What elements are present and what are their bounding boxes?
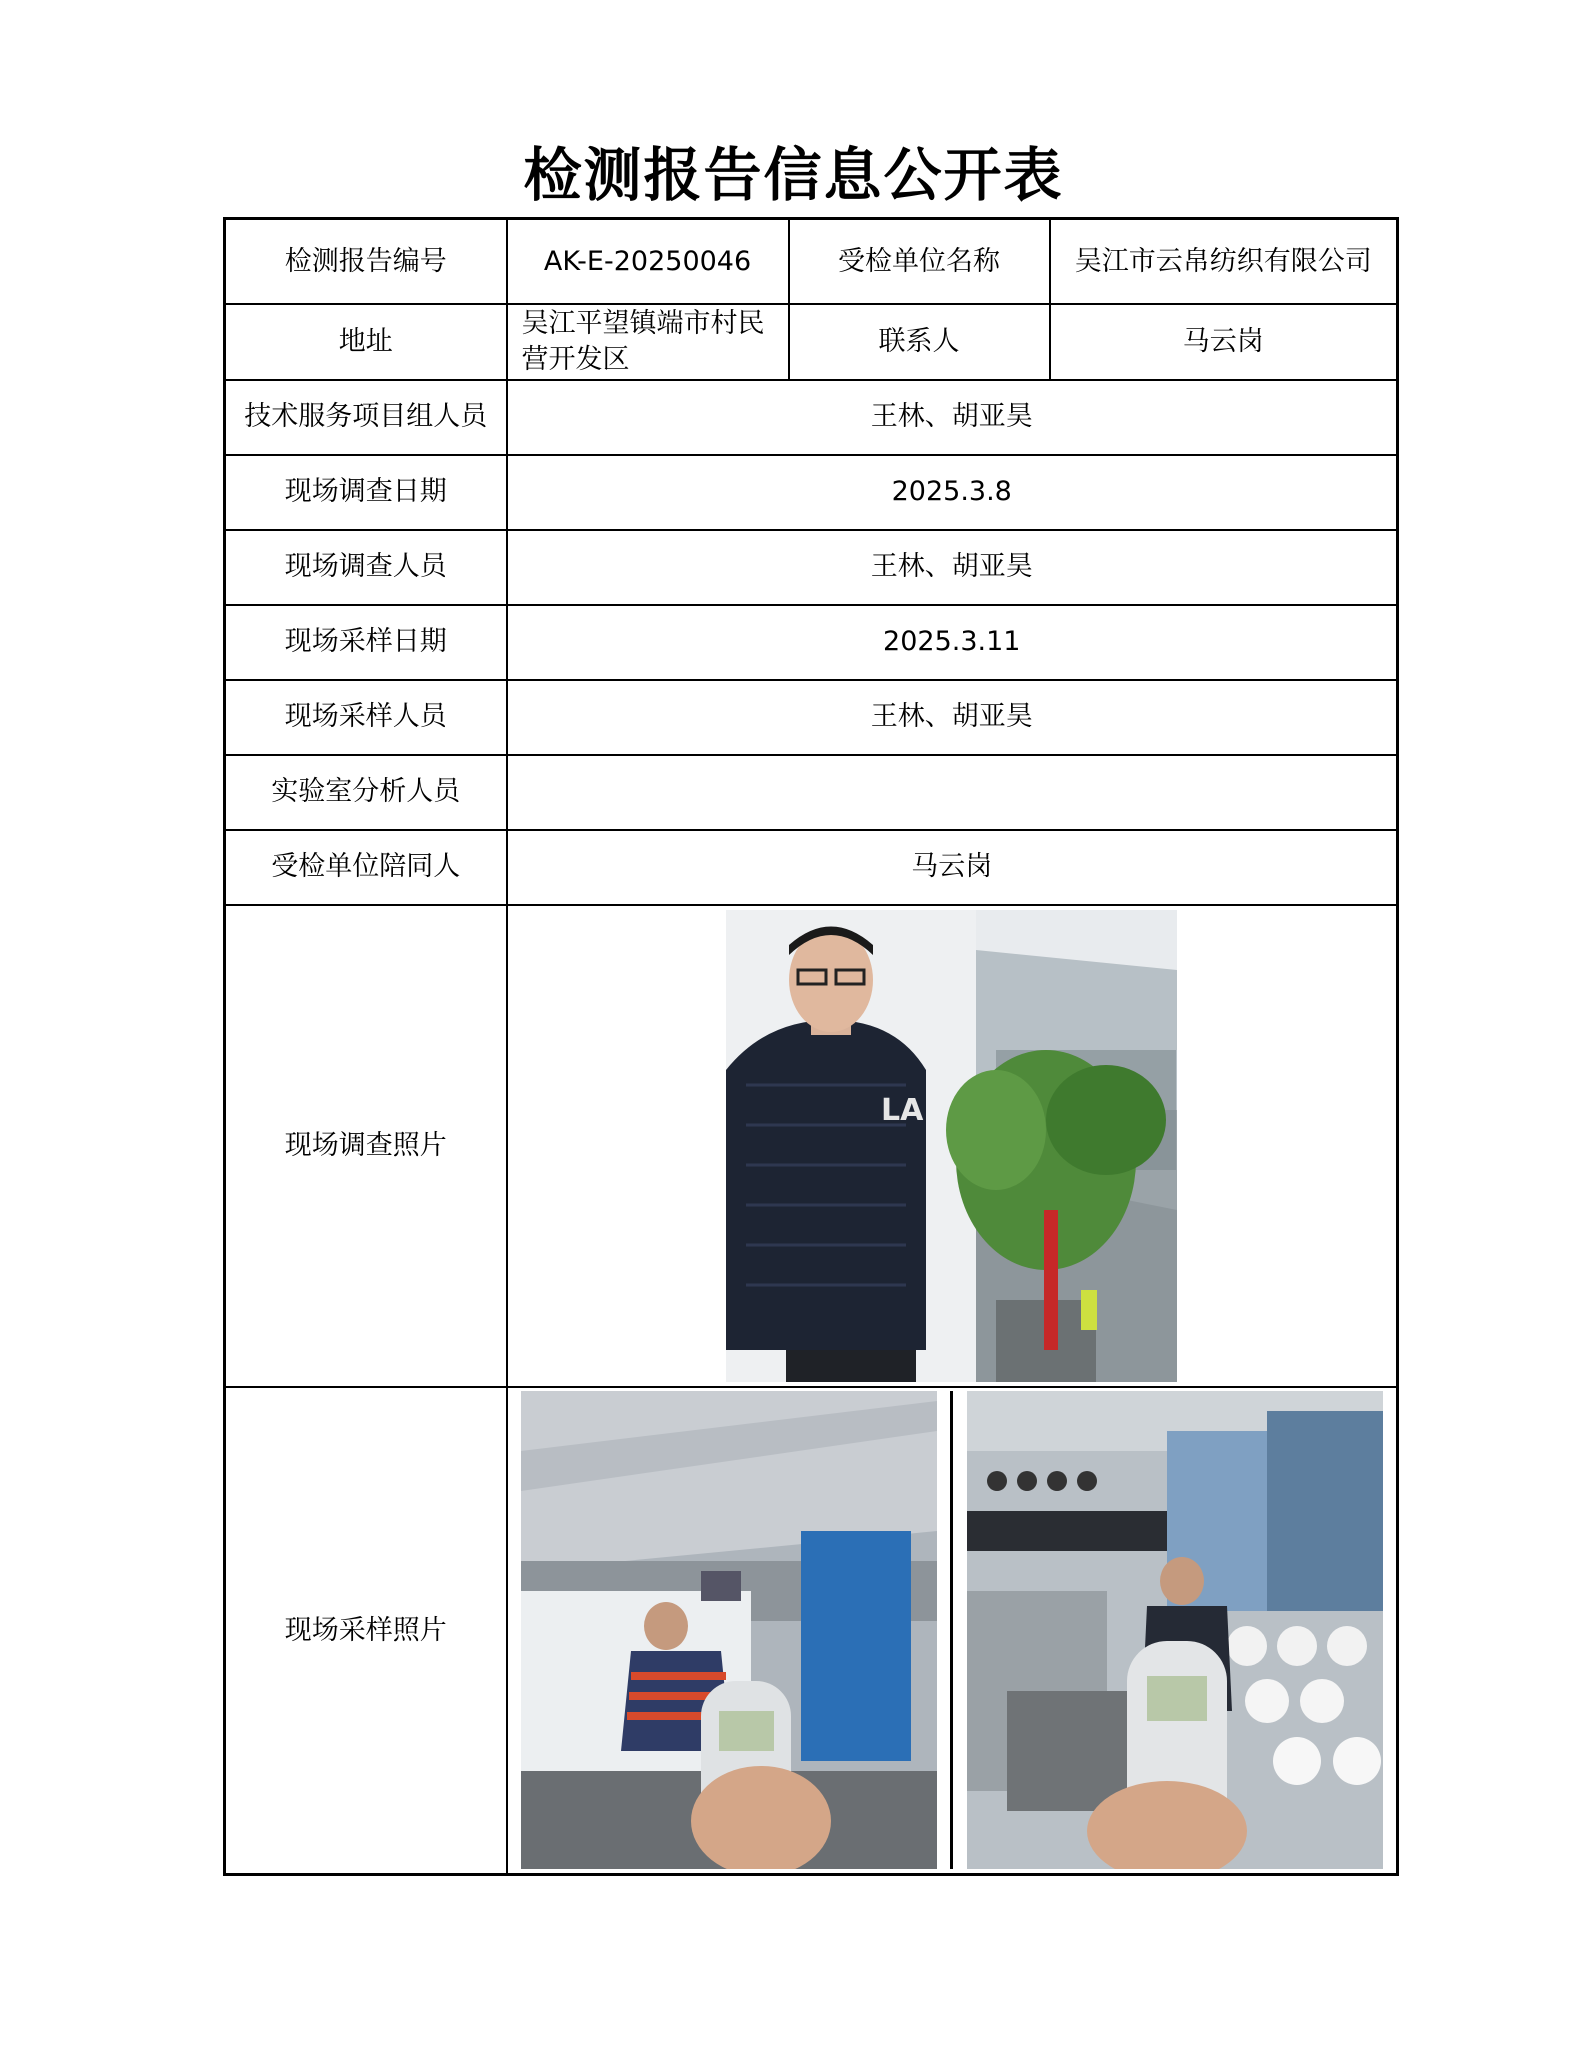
report-no-value: AK-E-20250046 xyxy=(507,219,789,304)
survey-staff-value: 王林、胡亚昊 xyxy=(507,530,1398,605)
sampling-date-value: 2025.3.11 xyxy=(507,605,1398,680)
svg-text:LA: LA xyxy=(881,1092,924,1128)
table-row xyxy=(225,530,1398,605)
table-row xyxy=(225,1387,1398,1875)
escort-label: 受检单位陪同人 xyxy=(225,830,507,905)
address-value: 吴江平望镇端市村民营开发区 xyxy=(507,304,789,380)
sampling-photo-right xyxy=(967,1391,1383,1869)
table-row xyxy=(225,219,1398,304)
table-row xyxy=(225,455,1398,530)
sampling-photo-cell xyxy=(507,1387,1398,1875)
page-title: 检测报告信息公开表 xyxy=(523,141,1064,209)
unit-name-value: 吴江市云帛纺织有限公司 xyxy=(1050,219,1398,304)
report-no-label: 检测报告编号 xyxy=(225,219,507,304)
survey-photo-label: 现场调查照片 xyxy=(225,905,507,1387)
table-row xyxy=(225,830,1398,905)
survey-date-value: 2025.3.8 xyxy=(507,455,1398,530)
contact-value: 马云岗 xyxy=(1050,304,1398,380)
team-label: 技术服务项目组人员 xyxy=(225,380,507,455)
unit-name-label: 受检单位名称 xyxy=(789,219,1050,304)
table-row xyxy=(225,605,1398,680)
survey-photo-cell xyxy=(507,905,1398,1387)
table-row xyxy=(225,680,1398,755)
contact-label: 联系人 xyxy=(789,304,1050,380)
escort-value: 马云岗 xyxy=(507,830,1398,905)
sampling-photo-label: 现场采样照片 xyxy=(225,1387,507,1875)
sampling-date-label: 现场采样日期 xyxy=(225,605,507,680)
sampling-photo-left xyxy=(521,1391,937,1869)
lab-staff-label: 实验室分析人员 xyxy=(225,755,507,830)
sampling-staff-value: 王林、胡亚昊 xyxy=(507,680,1398,755)
lab-staff-value xyxy=(507,755,1398,830)
team-value: 王林、胡亚昊 xyxy=(507,380,1398,455)
survey-staff-label: 现场调查人员 xyxy=(225,530,507,605)
address-label: 地址 xyxy=(225,304,507,380)
survey-date-label: 现场调查日期 xyxy=(225,455,507,530)
sampling-staff-label: 现场采样人员 xyxy=(225,680,507,755)
table-row xyxy=(225,755,1398,830)
report-table xyxy=(223,217,1399,1876)
table-row xyxy=(225,380,1398,455)
survey-photo xyxy=(726,910,1177,1382)
table-row xyxy=(225,304,1398,380)
table-row xyxy=(225,905,1398,1387)
